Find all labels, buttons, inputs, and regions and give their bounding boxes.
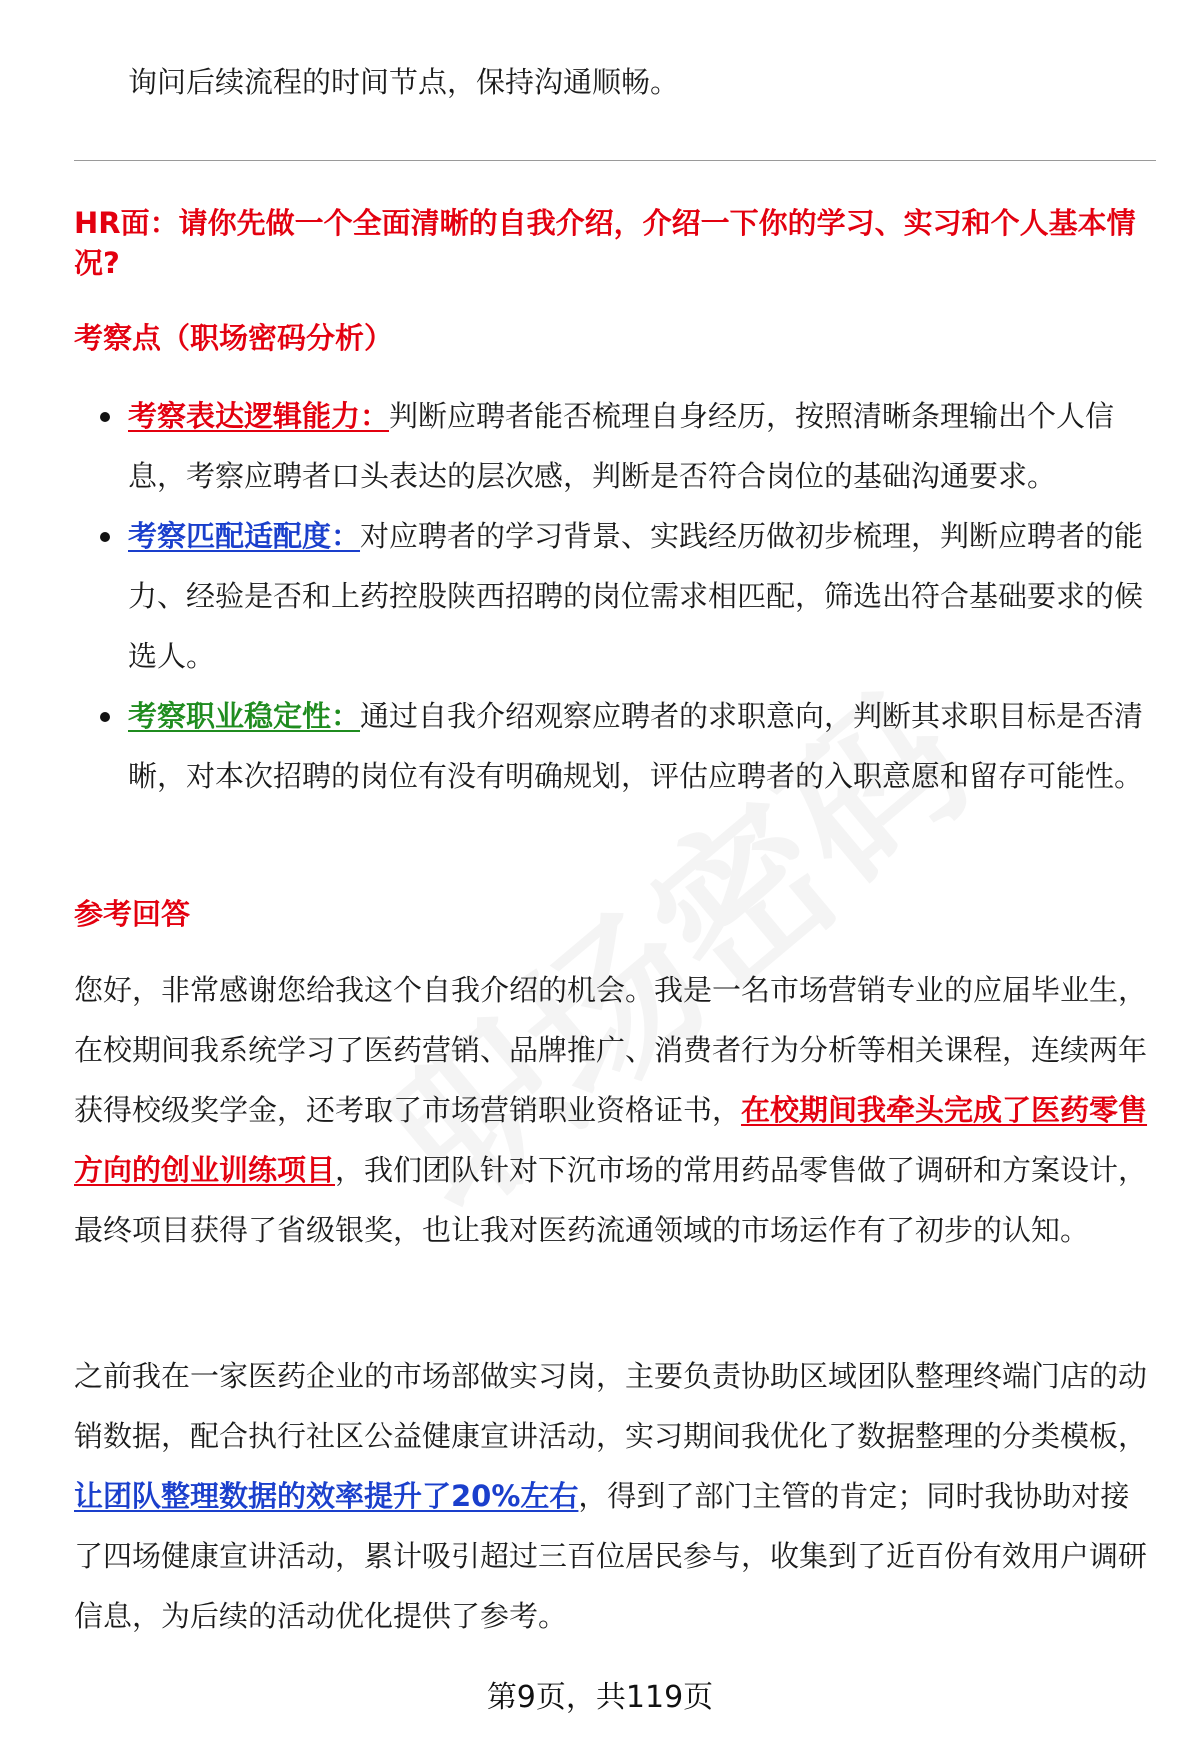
- point-text: 对应聘者的学习背景、实践经历做初步梳理，判断应聘者的能力、经验是否和上药控股陕西招聘的岗位需求相匹配，筛选出符合基础要求的候选人。: [128, 519, 1144, 673]
- list-item: [74, 506, 1156, 686]
- bullet-dot: [100, 412, 110, 422]
- answer-heading: 参考回答: [74, 897, 191, 931]
- assessment-points-list: [74, 386, 1156, 806]
- list-item: [74, 686, 1156, 806]
- answer-paragraph-1: [74, 960, 1156, 1260]
- bullet-dot: [100, 532, 110, 542]
- points-heading: 考察点（职场密码分析）: [74, 321, 394, 355]
- answer-text: 之前我在一家医药企业的市场部做实习岗，主要负责协助区域团队整理终端门店的动销数据，配合执行社区公益健康宣讲活动，实习期间我优化了数据整理的分类模板，: [74, 1359, 1148, 1453]
- page-number: 第9页，共119页: [486, 1680, 714, 1715]
- answer-highlight: 让团队整理数据的效率提升了20%左右: [74, 1479, 579, 1513]
- point-key: 考察表达逻辑能力：: [128, 399, 390, 433]
- answer-text: ，我们团队针对下沉市场的常用药品零售做了调研和方案设计，最终项目获得了省级银奖，也让我对医药流通领域的市场运作有了初步的认知。: [74, 1153, 1148, 1247]
- answer-highlight: 在校期间我牵头完成了医药零售方向的创业训练项目: [74, 1093, 1148, 1187]
- point-key: 考察职业稳定性：: [128, 699, 361, 733]
- answer-paragraph-2: [74, 1346, 1156, 1646]
- point-text: 通过自我介绍观察应聘者的求职意向，判断其求职目标是否清晰，对本次招聘的岗位有没有明确规划，评估应聘者的入职意愿和留存可能性。: [128, 699, 1144, 793]
- answer-text: ，得到了部门主管的肯定；同时我协助对接了四场健康宣讲活动，累计吸引超过三百位居民参与，收集到了近百份有效用户调研信息，为后续的活动优化提供了参考。: [74, 1479, 1148, 1633]
- previous-text-line: 询问后续流程的时间节点，保持沟通顺畅。: [128, 65, 680, 99]
- point-key: 考察匹配适配度：: [128, 519, 361, 553]
- bullet-dot: [100, 712, 110, 722]
- horizontal-divider: [74, 160, 1156, 161]
- interview-question: HR面：请你先做一个全面清晰的自我介绍，介绍一下你的学习、实习和个人基本情况?: [74, 206, 1136, 280]
- point-text: 判断应聘者能否梳理自身经历，按照清晰条理输出个人信息，考察应聘者口头表达的层次感，判断是否符合岗位的基础沟通要求。: [128, 399, 1115, 493]
- list-item: [74, 386, 1156, 506]
- answer-text: 您好，非常感谢您给我这个自我介绍的机会。我是一名市场营销专业的应届毕业生，在校期间我系统学习了医药营销、品牌推广、消费者行为分析等相关课程，连续两年获得校级奖学金，还考取了市场营销职业资格证书，: [74, 973, 1148, 1127]
